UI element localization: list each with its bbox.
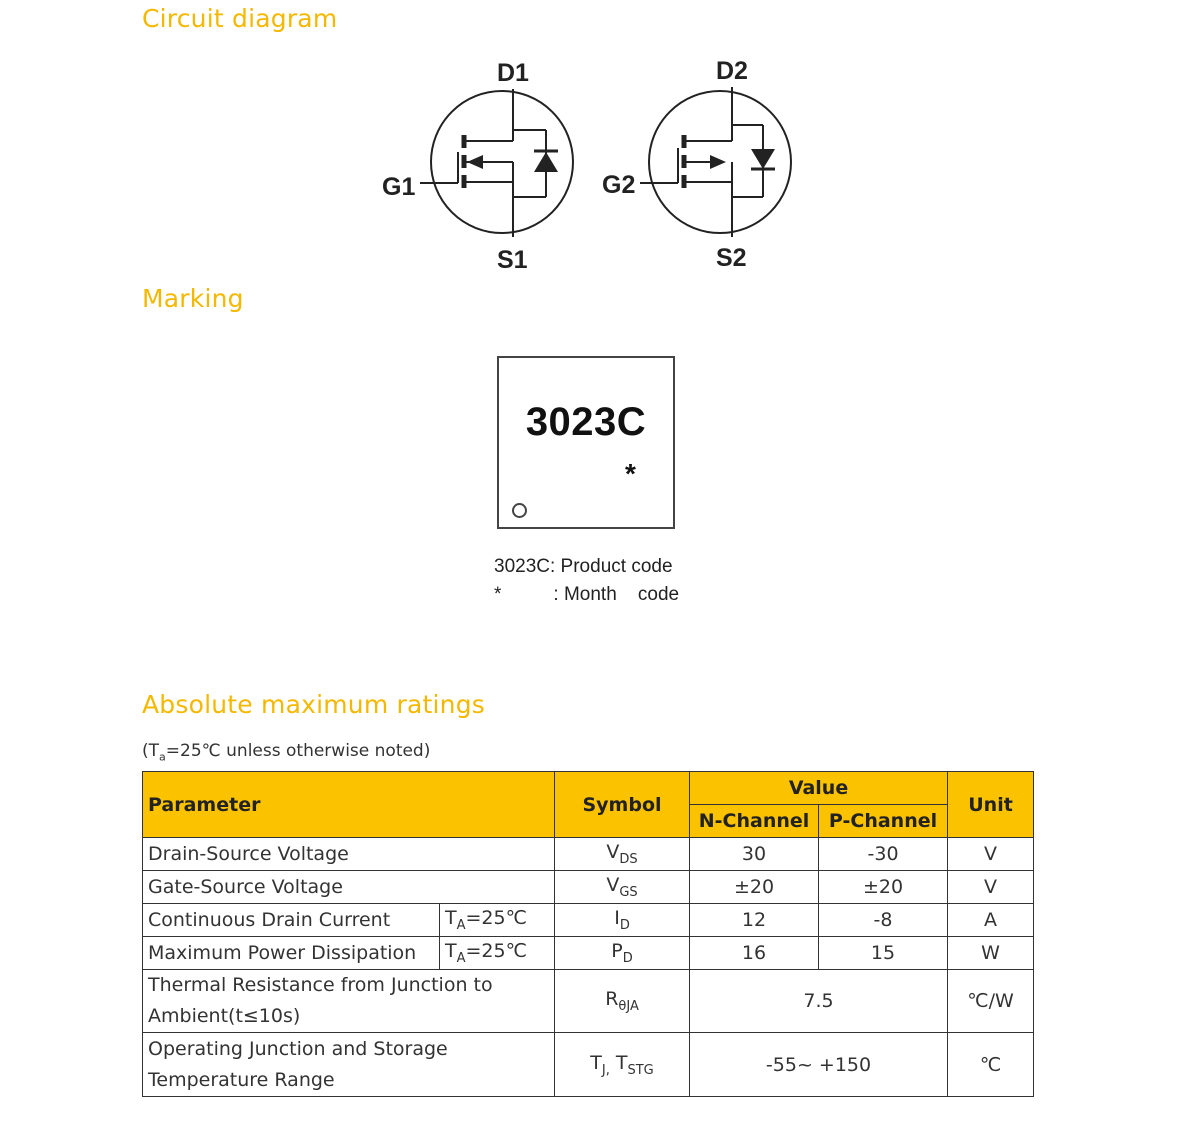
cell-p-channel: ±20	[819, 871, 948, 904]
cell-p-channel: -30	[819, 838, 948, 871]
cell-unit: A	[948, 904, 1034, 937]
header-parameter: Parameter	[143, 772, 555, 838]
cell-symbol: $I_D$	[555, 904, 690, 937]
pin-label-g1: G1	[382, 173, 416, 201]
pin-label-g2: G2	[602, 171, 636, 199]
cell-symbol: $T_{J,}$ $T_{STG}$	[555, 1033, 690, 1097]
cell-unit: V	[948, 871, 1034, 904]
table-row	[143, 871, 1034, 904]
section-title-absolute-maximum-ratings: Absolute maximum ratings	[142, 690, 486, 719]
pin-label-s1: S1	[497, 246, 528, 274]
n-channel-arrow-icon	[467, 155, 483, 169]
cell-p-channel: -8	[819, 904, 948, 937]
cell-parameter: Thermal Resistance from Junction to Ambient(t≤10s)	[143, 970, 555, 1033]
conditions-note: ($T_a=25℃$ unless otherwise noted)	[142, 741, 431, 764]
section-title-marking: Marking	[142, 284, 244, 313]
cell-n-channel: 16	[690, 937, 819, 970]
month-code-marking: *	[625, 458, 636, 489]
header-n-channel: N-Channel	[690, 805, 819, 838]
header-p-channel: P-Channel	[819, 805, 948, 838]
legend-key: *	[494, 584, 502, 605]
cell-symbol: $R_{\theta JA}$	[555, 970, 690, 1033]
p-channel-arrow-icon	[710, 155, 726, 169]
cell-unit: W	[948, 937, 1034, 970]
cell-parameter: Drain-Source Voltage	[143, 838, 555, 871]
header-unit: Unit	[948, 772, 1034, 838]
n-channel-diode-icon	[534, 152, 558, 172]
table-row	[143, 1033, 1034, 1097]
cell-parameter: Operating Junction and Storage Temperature Range	[143, 1033, 555, 1097]
cell-n-channel: 12	[690, 904, 819, 937]
legend-product-code	[494, 556, 673, 578]
cell-condition: $T_A=25℃$	[440, 904, 555, 937]
table-row	[143, 970, 1034, 1033]
absolute-maximum-ratings-table	[142, 771, 1034, 1097]
cell-value: 7.5	[690, 970, 948, 1033]
table-row	[143, 838, 1034, 871]
cell-parameter: Continuous Drain Current	[143, 904, 440, 937]
cell-condition: $T_A=25℃$	[440, 937, 555, 970]
pin-label-d2: D2	[716, 57, 748, 85]
product-code-marking: 3023C	[525, 400, 647, 444]
cell-p-channel: 15	[819, 937, 948, 970]
cell-n-channel: ±20	[690, 871, 819, 904]
cell-value: -55~ +150	[690, 1033, 948, 1097]
cell-parameter: Maximum Power Dissipation	[143, 937, 440, 970]
cell-unit: ℃/W	[948, 970, 1034, 1033]
legend-key: 3023C	[494, 556, 550, 577]
p-channel-diode-icon	[751, 149, 775, 169]
cell-unit: ℃	[948, 1033, 1034, 1097]
package-marking	[497, 356, 675, 529]
legend-text: : Month code	[553, 584, 680, 605]
cell-n-channel: 30	[690, 838, 819, 871]
header-symbol: Symbol	[555, 772, 690, 838]
cell-symbol: $V_{GS}$	[555, 871, 690, 904]
section-title-circuit-diagram: Circuit diagram	[142, 4, 338, 33]
cell-parameter: Gate-Source Voltage	[143, 871, 555, 904]
legend-month-code	[494, 584, 679, 606]
table-row	[143, 937, 1034, 970]
header-value: Value	[690, 772, 948, 805]
cell-symbol: $V_{DS}$	[555, 838, 690, 871]
mosfet-circuit-diagram	[370, 52, 820, 277]
table-row	[143, 904, 1034, 937]
pin-label-d1: D1	[497, 59, 529, 87]
cell-symbol: $P_D$	[555, 937, 690, 970]
legend-text: : Product code	[550, 556, 673, 577]
pin1-dot-icon	[512, 503, 527, 518]
pin-label-s2: S2	[716, 244, 747, 272]
cell-unit: V	[948, 838, 1034, 871]
